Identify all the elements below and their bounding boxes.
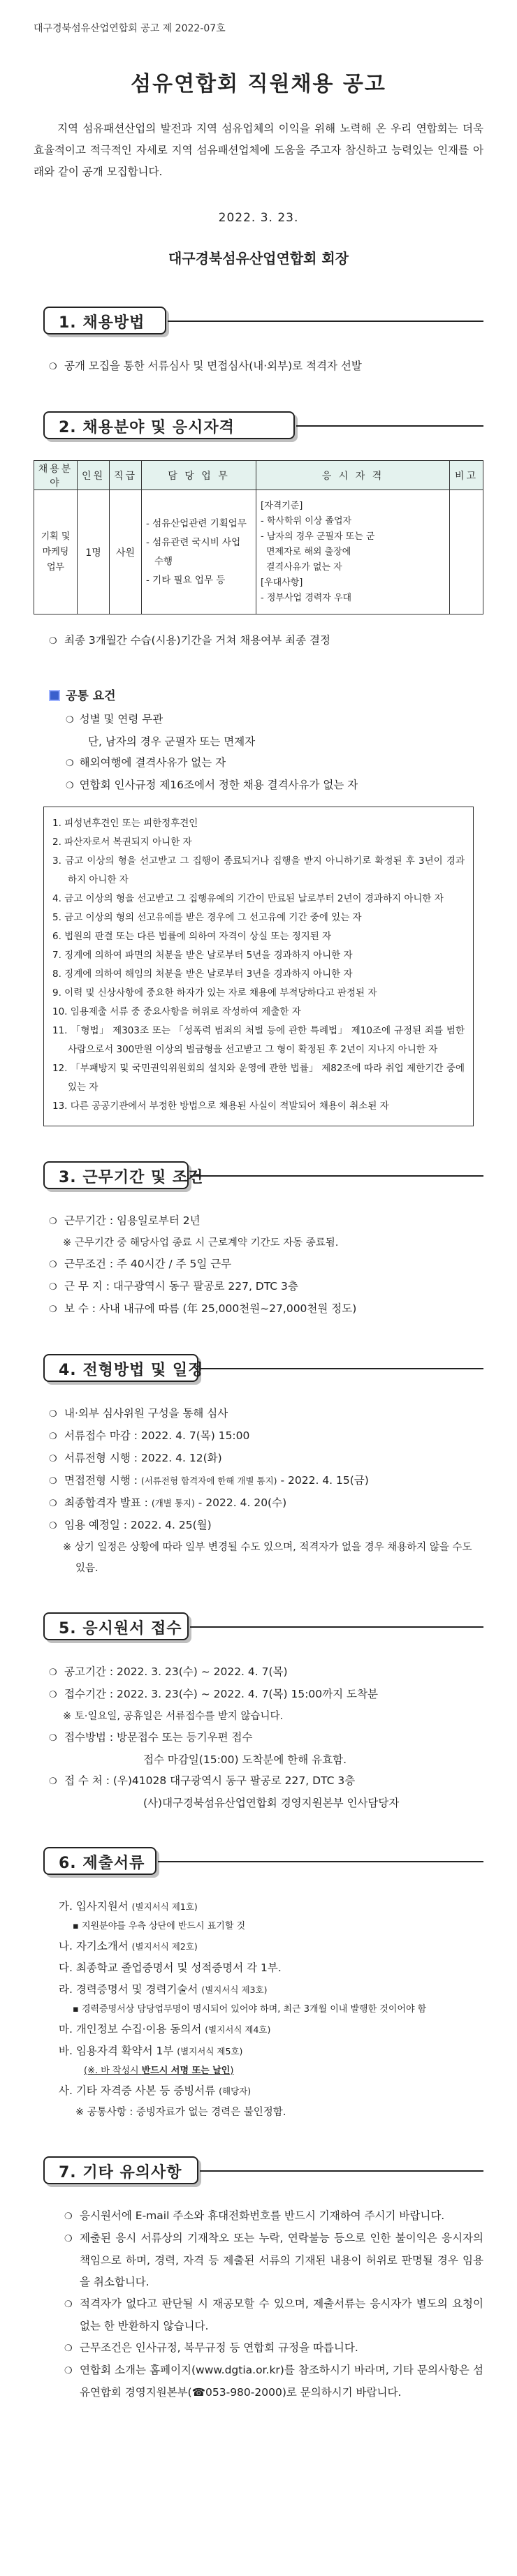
application-method-detail: 접수 마감일(15:00) 도착분에 한해 유효함.	[143, 1753, 347, 1766]
notice-item: ❍ 제출된 응시 서류상의 기재착오 또는 누락, 연락불능 등으로 인한 불이익은 응시자의 책임으로 하며, 경력, 자격 등 제출된 서류의 기재된 내용이 허위로 판명될 경우 임용을 취소합니다.	[64, 2232, 483, 2288]
work-condition-item: ❍ 보 수 : 사내 내규에 따름 (年 25,000천원~27,000천원 정도)	[49, 1302, 357, 1315]
duty-cell: - 섬유산업관련 기획업무 - 섬유관련 국시비 사업 수행 - 기타 필요 업무 등	[142, 490, 256, 614]
document-sub-item: ▪ 지원분야를 우측 상단에 반드시 표기할 것	[73, 1921, 246, 1931]
work-condition-item: ❍ 근 무 지 : 대구광역시 동구 팔공로 227, DTC 3층	[49, 1280, 298, 1293]
section-2-header	[43, 411, 483, 446]
disqualification-item: 13. 다른 공공기관에서 부정한 방법으로 채용된 사실이 적발되어 채용이 취소된 자	[52, 1101, 389, 1112]
section-2-title: 2. 채용분야 및 응시자격	[59, 419, 235, 436]
section-4-header	[43, 1354, 483, 1389]
section-3-header	[43, 1161, 483, 1196]
notice-item: ❍ 연합회 소개는 홈페이지(www.dgtia.or.kr)를 참조하시기 바라며, 기타 문의사항은 섬유연합회 경영지원본부(☎053-980-2000)로 문의하시기 바랍니다.	[64, 2364, 483, 2399]
application-item: ❍ 접 수 처 : (우)41028 대구광역시 동구 팔공로 227, DTC 3층	[49, 1774, 356, 1787]
schedule-item: ❍ 서류전형 시행 : 2022. 4. 12(화)	[49, 1452, 222, 1464]
disqualification-item: 7. 징계에 의하여 파면의 처분을 받은 날로부터 5년을 경과하지 아니한 자	[52, 950, 353, 961]
grade-cell: 사원	[110, 490, 142, 614]
probation-note: ❍ 최종 3개월간 수습(시용)기간을 거쳐 채용여부 최종 결정	[34, 630, 483, 652]
disqualification-item: 2. 파산자로서 복권되지 아니한 자	[52, 837, 192, 848]
section-1-header	[43, 307, 483, 341]
document-note: ※ 공통사항 : 증빙자료가 없는 경력은 불인정함.	[75, 2107, 286, 2118]
disqualification-item: 8. 징계에 의하여 해임의 처분을 받은 날로부터 3년을 경과하지 아니한 자	[52, 969, 353, 980]
section-5-header	[43, 1612, 483, 1647]
section-4-title: 4. 전형방법 및 일정	[59, 1362, 204, 1379]
disqualification-item: 5. 금고 이상의 형의 선고유예를 받은 경우에 그 선고유예 기간 중에 있는 자	[52, 912, 362, 923]
intro-paragraph: 지역 섬유패션산업의 발전과 지역 섬유업체의 이익을 위해 노력해 온 우리 연합회는 더욱 효율적이고 적극적인 자세로 지역 섬유패션업체에 도움을 주고자 참신하고 능력있는 인재를 아래와 같이 공개 모집합니다.	[34, 122, 483, 178]
disqualification-item: 10. 임용제출 서류 중 중요사항을 허위로 작성하여 제출한 자	[52, 1006, 301, 1017]
application-item: ❍ 공고기간 : 2022. 3. 23(수) ~ 2022. 4. 7(목)	[49, 1665, 288, 1678]
table-header: 응 시 자 격	[256, 461, 450, 490]
disqualification-item: 4. 금고 이상의 형을 선고받고 그 집행유예의 기간이 만료된 날로부터 2년이 경과하지 아니한 자	[52, 893, 444, 904]
disqualification-item: 9. 이력 및 신상사항에 중요한 하자가 있는 자로 채용에 부적당하다고 판정된 자	[52, 987, 377, 999]
disqualification-item: 3. 금고 이상의 형을 선고받고 그 집행이 종료되거나 집행을 받지 아니하기로 확정된 후 3년이 경과하지 아니한 자	[52, 855, 465, 885]
section-6-header	[43, 1847, 483, 1882]
common-item: ❍ 성별 및 연령 무관	[66, 713, 163, 726]
schedule-item: ❍ 서류접수 마감 : 2022. 4. 7(목) 15:00	[49, 1429, 250, 1442]
square-bullet-icon	[49, 690, 60, 701]
document-item: 라. 경력증명서 및 경력기술서 (별지서식 제3호)	[59, 1983, 268, 1996]
circle-bullet-icon: ❍	[49, 636, 57, 647]
table-row	[34, 490, 483, 614]
section-1-title: 1. 채용방법	[59, 314, 145, 332]
section-5-title: 5. 응시원서 접수	[59, 1620, 182, 1637]
section-1-item: ❍ 공개 모집을 통한 서류심사 및 면접심사(내·외부)로 적격자 선발	[34, 355, 483, 378]
disqualification-item: 12. 「부패방지 및 국민권익위원회의 설치와 운영에 관한 법률」 제82조에 따라 취업 제한기간 중에 있는 자	[52, 1063, 465, 1093]
circle-bullet-icon: ❍	[49, 362, 57, 372]
common-requirements-title: 공통 요건	[49, 686, 483, 703]
table-header: 채용분야	[34, 461, 78, 490]
document-number: 대구경북섬유산업연합회 공고 제 2022-07호	[34, 23, 226, 34]
disqualification-box	[43, 807, 474, 1126]
disqualification-item: 1. 피성년후견인 또는 피한정후견인	[52, 818, 198, 829]
section-3-title: 3. 근무기간 및 조건	[59, 1169, 204, 1186]
schedule-item: ❍ 최종합격자 발표 : (개별 통지) - 2022. 4. 20(수)	[49, 1496, 287, 1509]
table-header: 인원	[78, 461, 110, 490]
section-7-header	[43, 2156, 483, 2191]
application-address-detail: (사)대구경북섬유산업연합회 경영지원본부 인사담당자	[143, 1797, 400, 1809]
qualification-cell: [자격기준] - 학사학위 이상 졸업자 - 남자의 경우 군필자 또는 군 면제자로 해외 출장에 결격사유가 없는 자 [우대사항] - 정부사업 경력자 우대	[256, 490, 450, 614]
common-item: ❍ 해외여행에 결격사유가 없는 자	[66, 756, 226, 769]
issuer-name: 대구경북섬유산업연합회 회장	[168, 250, 349, 267]
application-item: ❍ 접수기간 : 2022. 3. 23(수) ~ 2022. 4. 7(목) 15:00까지 도착분	[49, 1688, 378, 1700]
recruitment-table	[34, 460, 483, 614]
work-condition-item: ❍ 근무조건 : 주 40시간 / 주 5일 근무	[49, 1258, 232, 1270]
section-7-title: 7. 기타 유의사항	[59, 2164, 182, 2181]
common-sub-item: 단, 남자의 경우 군필자 또는 면제자	[88, 735, 256, 748]
disqualification-item: 11. 「형법」 제303조 또는 「성폭력 범죄의 처벌 등에 관한 특례법」 제10조에 규정된 죄를 범한 사람으로서 300만원 이상의 벌금형을 선고받고 그 형이 확정된 후 2년이 지나지 아니한 자	[52, 1025, 465, 1055]
document-item: 나. 자기소개서 (별지서식 제2호)	[59, 1940, 198, 1952]
table-header: 비고	[450, 461, 483, 490]
notice-item: ❍ 근무조건은 인사규정, 복무규정 등 연합회 규정을 따릅니다.	[64, 2341, 358, 2354]
document-sub-item: ▪ 경력증명서상 담당업무명이 명시되어 있어야 하며, 최근 3개월 이내 발행한 것이어야 함	[73, 2004, 427, 2015]
count-cell: 1명	[78, 490, 110, 614]
application-note: ※ 토·일요일, 공휴일은 서류접수를 받지 않습니다.	[63, 1711, 284, 1722]
document-item: 가. 입사지원서 (별지서식 제1호)	[59, 1900, 198, 1913]
document-item: 마. 개인정보 수집·이용 동의서 (별지서식 제4호)	[59, 2023, 271, 2036]
table-header: 직급	[110, 461, 142, 490]
work-condition-item: ❍ 근무기간 : 임용일로부터 2년	[49, 1214, 201, 1227]
table-header: 담 당 업 무	[142, 461, 256, 490]
schedule-item: ❍ 임용 예정일 : 2022. 4. 25(월)	[49, 1519, 212, 1531]
document-item: 사. 기타 자격증 사본 등 증빙서류 (해당자)	[59, 2084, 252, 2097]
schedule-item: ❍ 내·외부 심사위원 구성을 통해 심사	[49, 1407, 228, 1420]
notice-date: 2022. 3. 23.	[218, 211, 299, 225]
note-cell	[450, 490, 483, 614]
schedule-item: ❍ 면접전형 시행 : (서류전형 합격자에 한해 개별 통지) - 2022. 4. 15(금)	[49, 1474, 369, 1487]
notice-item: ❍ 응시원서에 E-mail 주소와 휴대전화번호를 반드시 기재하여 주시기 바랍니다.	[64, 2209, 445, 2222]
field-cell: 기획 및 마케팅 업무	[34, 490, 78, 614]
document-sub-item: (※. 바 작성시 반드시 서명 또는 날인)	[84, 2066, 234, 2076]
disqualification-item: 6. 법원의 판결 또는 다른 법률에 의하여 자격이 상실 또는 정지된 자	[52, 931, 332, 942]
application-item: ❍ 접수방법 : 방문접수 또는 등기우편 접수	[49, 1731, 253, 1744]
section-6-title: 6. 제출서류	[59, 1855, 145, 1872]
document-item: 바. 임용자격 확약서 1부 (별지서식 제5호)	[59, 2045, 243, 2057]
work-period-note: ※ 근무기간 중 해당사업 종료 시 근로계약 기간도 자동 종료됨.	[63, 1237, 339, 1249]
notice-item: ❍ 적격자가 없다고 판단될 시 재공모할 수 있으며, 제출서류는 응시자가 별도의 요청이 없는 한 반환하지 않습니다.	[64, 2297, 483, 2332]
schedule-note: ※ 상기 일정은 상황에 따라 일부 변경될 수도 있으며, 적격자가 없을 경우 채용하지 않을 수도 있음.	[63, 1542, 472, 1574]
page-title: 섬유연합회 직원채용 공고	[131, 72, 386, 96]
document-item: 다. 최종학교 졸업증명서 및 성적증명서 각 1부.	[59, 1962, 282, 1974]
common-item: ❍ 연합회 인사규정 제16조에서 정한 채용 결격사유가 없는 자	[66, 779, 358, 791]
